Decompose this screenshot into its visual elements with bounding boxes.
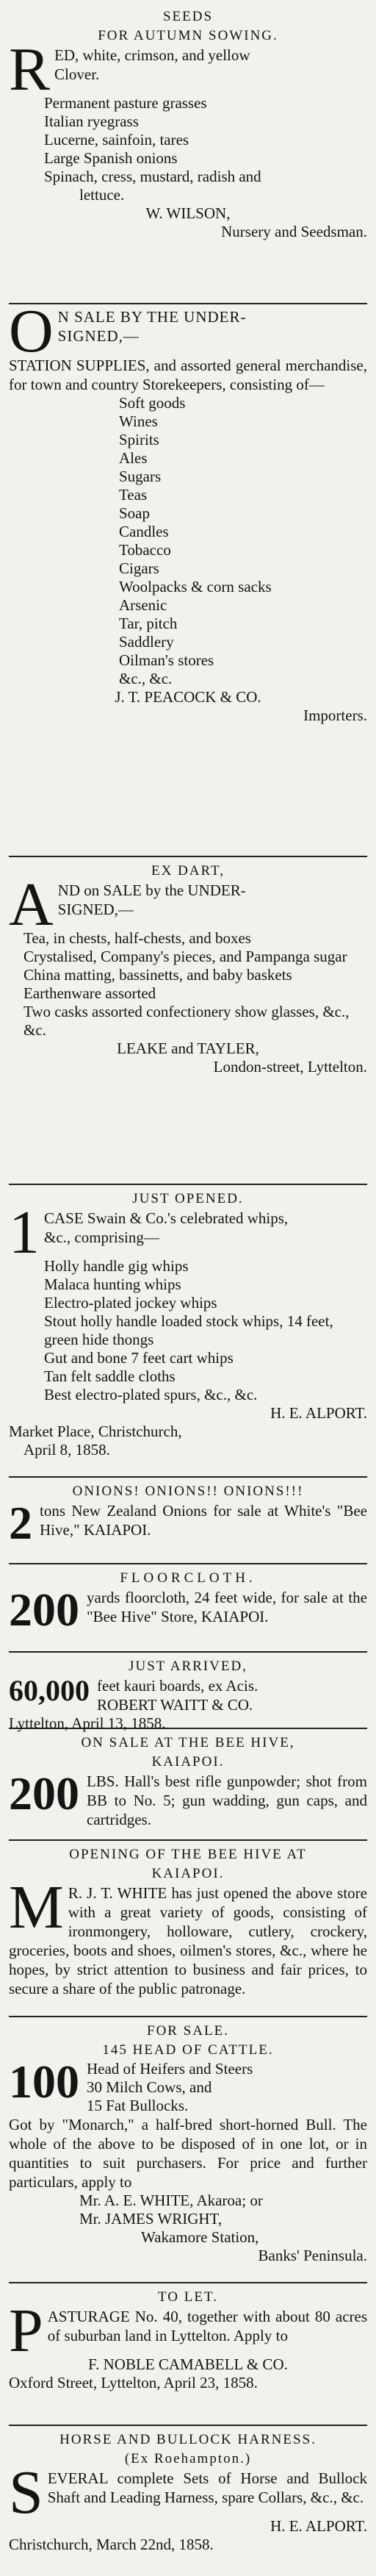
drop-cap: M (9, 1873, 64, 1942)
list-item: 15 Fat Bullocks. (87, 2097, 189, 2114)
drop-number: 60,000 (9, 1674, 90, 1707)
signer: LEAKE and TAYLER, (117, 1040, 259, 1057)
list-item: Permanent pasture grasses (44, 94, 207, 112)
ad-body: yards floorcloth, 24 feet wide, for sale at the "Bee Hive" Store, KAIAPOI. (87, 1589, 367, 1625)
ad-intro (9, 1497, 367, 1549)
list-item: Tobacco (119, 541, 171, 559)
contact: Banks' Peninsula. (258, 2247, 367, 2264)
ad-header: EX DART, (151, 863, 225, 879)
intro-line: CASE Swain & Co.'s celebrated whips, (44, 1209, 289, 1227)
intro-line: SIGNED,— (57, 327, 140, 345)
list-item: Best electro-plated spurs, &c., &c. (44, 1386, 258, 1403)
signer: H. E. ALPORT. (270, 2517, 367, 2535)
list-item: Head of Heifers and Steers (87, 2060, 253, 2078)
place-date: Oxford Street, Lyttelton, April 23, 1858. (9, 2374, 258, 2391)
list-item: Cigars (119, 559, 159, 577)
ad-whips (9, 1185, 367, 1478)
ad-intro (9, 297, 367, 365)
ad-subheader: KAIAPOI. (151, 1866, 225, 1881)
ad-header: ON SALE AT THE BEE HIVE, (81, 1735, 295, 1750)
ad-intro (9, 1676, 367, 1714)
ad-header: OPENING OF THE BEE HIVE AT (69, 1847, 307, 1862)
signer: H. E. ALPORT. (270, 1404, 367, 1422)
signer: ROBERT WAITT & CO. (97, 1696, 253, 1714)
ad-seeds (9, 3, 367, 304)
ad-intro (9, 1767, 367, 1829)
ad-header: ONIONS! ONIONS!! ONIONS!!! (72, 1484, 304, 1499)
list-item: Holly handle gig whips (44, 1257, 189, 1275)
list-item: Teas (119, 486, 148, 504)
drop-cap: O (9, 297, 54, 365)
list-item: Arsenic (119, 596, 167, 614)
intro-line: &c., comprising— (44, 1228, 159, 1246)
ad-header: FLOORCLOTH. (120, 1570, 256, 1586)
ad-header: JUST OPENED. (132, 1191, 244, 1206)
ad-station-supplies (9, 297, 367, 857)
signer: F. NOBLE CAMABELL & CO. (88, 2355, 288, 2373)
ad-subheader: 145 HEAD OF CATTLE. (102, 2042, 274, 2058)
list-item: lettuce. (79, 186, 125, 204)
contact: Wakamore Station, (141, 2228, 259, 2246)
list-item: Oilman's stores (119, 651, 214, 669)
ad-body: tons New Zealand Onions for sale at White's "Bee Hive," KAIAPOI. (40, 1502, 367, 1539)
drop-number: 200 (9, 1767, 79, 1820)
ad-ex-dart (9, 857, 367, 1185)
list-item: Tan felt saddle cloths (44, 1367, 176, 1385)
list-item: Electro-plated jockey whips (44, 1294, 217, 1312)
signer: W. WILSON, (145, 204, 231, 222)
ad-floorcloth (9, 1564, 367, 1653)
ad-body: R. J. T. WHITE has just opened the above store with a great variety of goods, consisting of ironmongery, holloware, cutlery, crockery, groceries, boots and shoes, oilmen's stores, &c., where he hopes, by strict attention to business and fair prices, to secure a share of the public patronage. (9, 1884, 367, 1997)
ad-header: HORSE AND BULLOCK HARNESS. (59, 2432, 317, 2447)
list-item: Stout holly handle loaded stock whips, 14 feet, green hide thongs (44, 1312, 333, 1348)
list-item: Tar, pitch (119, 615, 178, 632)
ad-kauri-boards (9, 1653, 367, 1732)
list-item: Ales (119, 449, 148, 467)
ad-body: feet kauri boards, ex Acis. (97, 1677, 258, 1695)
intro-line: ND on SALE by the UNDER- (57, 881, 246, 899)
list-item: Lucerne, sainfoin, tares (44, 131, 189, 149)
signer-title: Importers. (303, 706, 367, 724)
intro-line: ED, white, crimson, and yellow (54, 46, 250, 64)
date: April 8, 1858. (24, 1441, 110, 1459)
list-item: Italian ryegrass (44, 112, 139, 130)
intro-line: Clover. (54, 65, 100, 83)
list-item: Two casks assorted confectionery show glasses, &c., &c. (24, 1003, 350, 1039)
place-date: Christchurch, March 22nd, 1858. (9, 2536, 214, 2553)
ad-cattle (9, 2017, 367, 2283)
list-item: Spirits (119, 431, 159, 448)
list-item: Saddlery (119, 633, 174, 651)
drop-cap: 1 (9, 1198, 40, 1267)
list-item: Spinach, cress, mustard, radish and (44, 168, 261, 185)
list-item: Tea, in chests, half-chests, and boxes (24, 929, 251, 947)
contact: Mr. A. E. WHITE, Akaroa; or (79, 2192, 263, 2209)
ad-header: SEEDS (162, 9, 214, 24)
ad-gunpowder (9, 1729, 367, 1841)
intro-line: SIGNED,— (57, 901, 134, 918)
drop-number: 2 (9, 1497, 32, 1549)
drop-cap: R (9, 35, 51, 104)
list-item: Gut and bone 7 feet cart whips (44, 1349, 234, 1367)
drop-cap: P (9, 2297, 43, 2365)
ad-body: LBS. Hall's best rifle gunpowder; shot from BB to No. 5; gun wadding, gun caps, and cartridges. (87, 1772, 367, 1828)
list-item: Sugars (119, 468, 162, 485)
drop-cap: S (9, 2458, 43, 2527)
list-item: Malaca hunting whips (44, 1276, 181, 1293)
ad-subheader: FOR AUTUMN SOWING. (98, 28, 278, 43)
list-item: Large Spanish onions (44, 149, 178, 167)
drop-number: 200 (9, 1584, 79, 1636)
list-item: Candles (119, 523, 169, 540)
ad-body: STATION SUPPLIES, and assorted general merchandise, for town and country Storekeepers, consisting of— (9, 357, 367, 393)
ad-intro (9, 1584, 367, 1636)
place-date: Lyttelton, April 13, 1858. (9, 1714, 166, 1732)
ad-intro (9, 2056, 367, 2115)
ad-subheader: KAIAPOI. (151, 1754, 225, 1770)
signer-title: Nursery and Seedsman. (221, 223, 367, 240)
ad-header: JUST ARRIVED, (129, 1659, 247, 1674)
ad-bee-hive-opening (9, 1841, 367, 2017)
list-item: Soft goods (119, 394, 186, 412)
ad-body: ASTURAGE No. 40, together with about 80 acres of suburban land in Lyttelton. Apply to (47, 2308, 367, 2344)
intro-line: N SALE BY THE UNDER- (57, 308, 247, 326)
list-item: Soap (119, 504, 150, 522)
signer: J. T. PEACOCK & CO. (115, 688, 261, 706)
signer-title: London-street, Lyttelton. (213, 1058, 367, 1076)
list-item: &c., &c. (119, 670, 173, 687)
ad-to-let (9, 2283, 367, 2426)
list-item: 30 Milch Cows, and (87, 2078, 212, 2096)
ad-header: FOR SALE. (147, 2023, 229, 2039)
list-item: Woolpacks & corn sacks (119, 578, 272, 595)
place: Market Place, Christchurch, (9, 1423, 182, 1440)
list-item: Earthenware assorted (24, 984, 156, 1002)
drop-number: 100 (9, 2056, 79, 2108)
ad-harness (9, 2426, 367, 2576)
ad-body: EVERAL complete Sets of Horse and Bullock Shaft and Leading Harness, spare Collars, &c., &c. (47, 2469, 367, 2506)
ad-header: TO LET. (158, 2289, 218, 2305)
ad-onions (9, 1478, 367, 1564)
drop-cap: A (9, 870, 54, 939)
ad-body: Got by "Monarch," a half-bred short-horned Bull. The whole of the above to be disposed of in one lot, or in quantities to suit purchasers. For price and further particulars, apply to (9, 2116, 367, 2191)
ad-subheader: (Ex Roehampton.) (124, 2451, 252, 2466)
list-item: China matting, bassinetts, and baby baskets (24, 966, 292, 984)
list-item: Wines (119, 412, 158, 430)
list-item: Crystalised, Company's pieces, and Pampanga sugar (24, 948, 347, 965)
contact: Mr. JAMES WRIGHT, (79, 2210, 223, 2228)
